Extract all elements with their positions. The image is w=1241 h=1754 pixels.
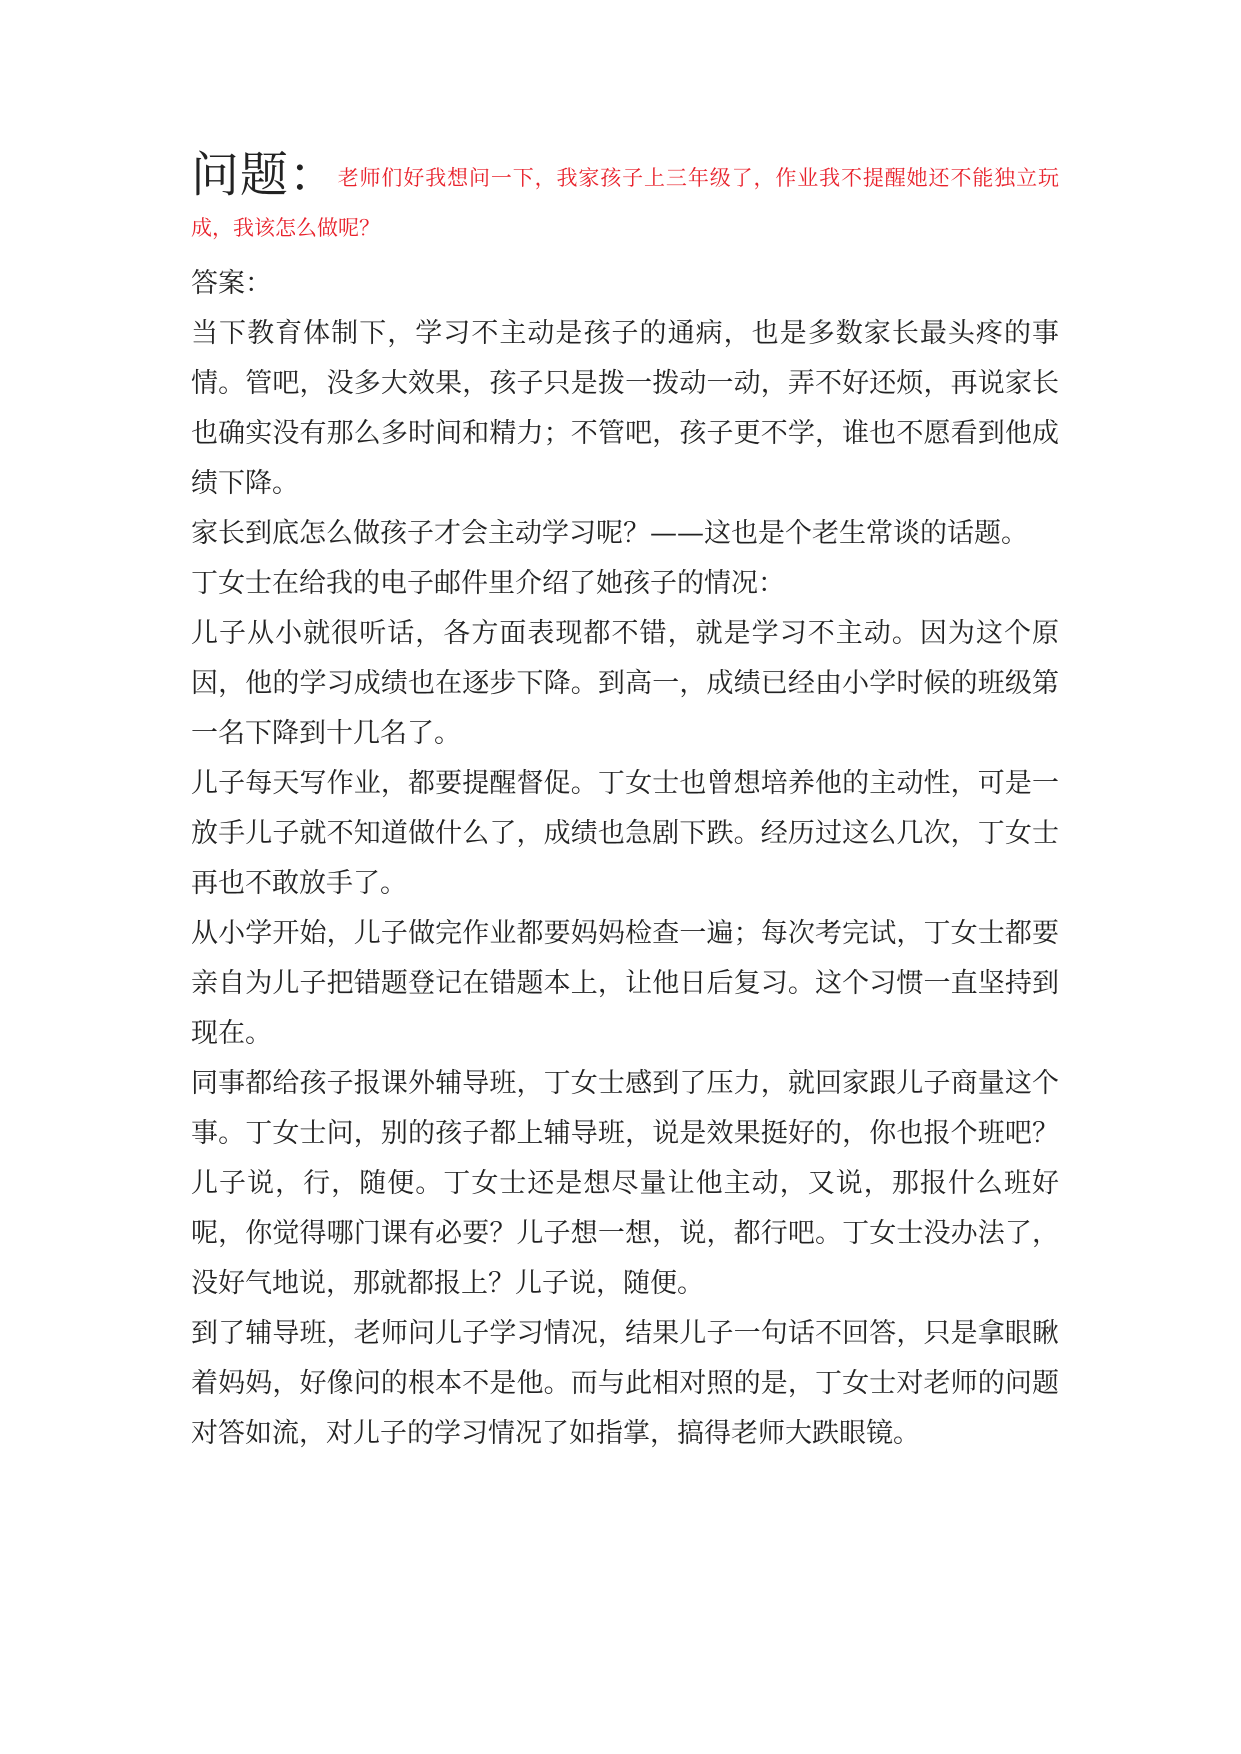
answer-label: 答案：	[191, 268, 272, 299]
question-block	[191, 147, 1059, 253]
answer-paragraph-4: 儿子从小就很听话，各方面表现都不错，就是学习不主动。因为这个原因，他的学习成绩也在逐步下降。到高一，成绩已经由小学时候的班级第一名下降到十几名了。	[191, 618, 1059, 749]
answer-paragraph-5: 儿子每天写作业，都要提醒督促。丁女士也曾想培养他的主动性，可是一放手儿子就不知道做什么了，成绩也急剧下跌。经历过这么几次，丁女士再也不敢放手了。	[191, 768, 1059, 899]
question-text: 老师们好我想问一下，我家孩子上三年级了，作业我不提醒她还不能独立玩成，我该怎么做呢？	[191, 166, 1059, 240]
answer-paragraph-7: 同事都给孩子报课外辅导班，丁女士感到了压力，就回家跟儿子商量这个事。丁女士问，别的孩子都上辅导班，说是效果挺好的，你也报个班吧？儿子说，行，随便。丁女士还是想尽量让他主动，又说，那报什么班好呢，你觉得哪门课有必要？儿子想一想，说，都行吧。丁女士没办法了，没好气地说，那就都报上？儿子说，随便。	[191, 1068, 1059, 1299]
document-content	[191, 147, 1059, 1459]
answer-paragraph-8: 到了辅导班，老师问儿子学习情况，结果儿子一句话不回答，只是拿眼瞅着妈妈，好像问的根本不是他。而与此相对照的是，丁女士对老师的问题对答如流，对儿子的学习情况了如指掌，搞得老师大跌眼镜。	[191, 1318, 1059, 1449]
answer-paragraph-3: 丁女士在给我的电子邮件里介绍了她孩子的情况：	[191, 568, 785, 599]
answer-paragraph-6: 从小学开始，儿子做完作业都要妈妈检查一遍；每次考完试，丁女士都要亲自为儿子把错题登记在错题本上，让他日后复习。这个习惯一直坚持到现在。	[191, 918, 1059, 1049]
answer-paragraph-1: 当下教育体制下，学习不主动是孩子的通病，也是多数家长最头疼的事情。管吧，没多大效果，孩子只是拨一拨动一动，弄不好还烦，再说家长也确实没有那么多时间和精力；不管吧，孩子更不学，谁也不愿看到他成绩下降。	[191, 318, 1059, 499]
answer-paragraph-2: 家长到底怎么做孩子才会主动学习呢？——这也是个老生常谈的话题。	[191, 518, 1028, 549]
question-label: 问题：	[191, 147, 338, 203]
